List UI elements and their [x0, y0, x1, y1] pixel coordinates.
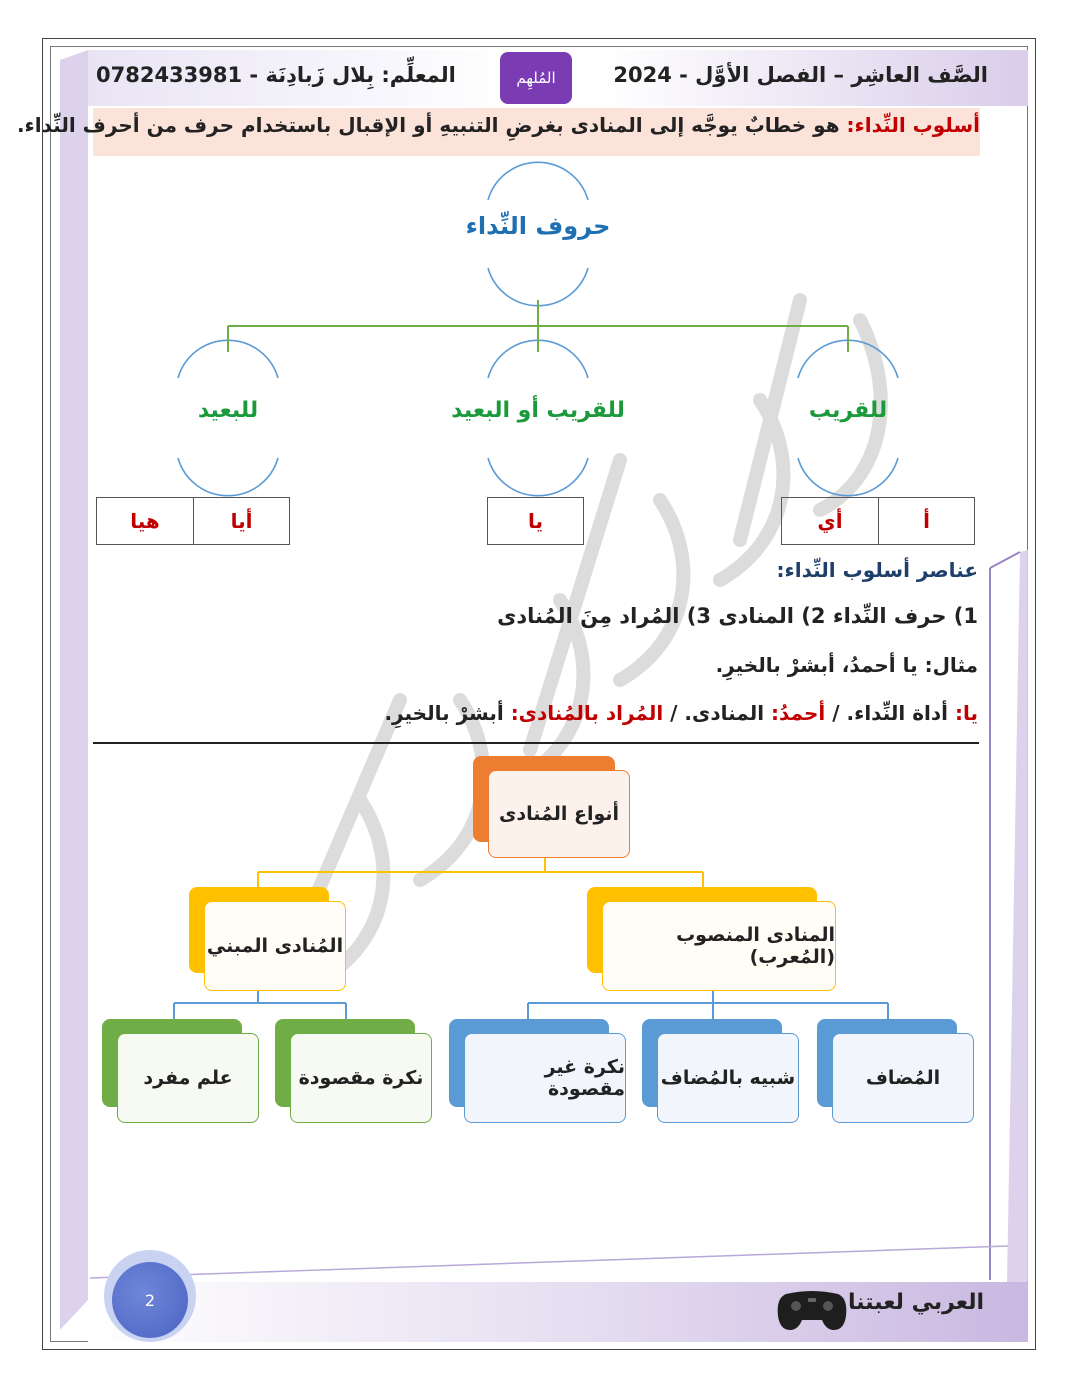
footer-brand: العربي لعبتنا	[848, 1290, 984, 1315]
branch-far: للبعيد	[197, 398, 259, 423]
elements-list: 1) حرف النِّداء 2) المنادى 3) المُراد مِنَ المُنادى	[497, 604, 978, 628]
parse-ya: يا:	[954, 701, 978, 725]
course-title: الصَّف العاشِر – الفصل الأوَّل - 2024	[613, 63, 988, 87]
tree2-root: أنواع المُنادى	[488, 770, 630, 858]
letter-ay: أي	[781, 497, 879, 545]
letter-ya: يا	[487, 497, 584, 545]
mabni-card: المُنادى المبني	[204, 901, 346, 991]
leaf-nakira-ghayr: نكرة غير مقصودة	[464, 1033, 626, 1123]
letter-aya: أيا	[193, 497, 290, 545]
tree1-root: حروف النِّداء	[465, 212, 611, 240]
leaf-mudaf: المُضاف	[832, 1033, 974, 1123]
letter-alef: أ	[878, 497, 975, 545]
parse-murad: المُراد بالمُنادى:	[510, 701, 664, 725]
letter-haya: هيا	[96, 497, 194, 545]
parse-ya-desc: أداة النِّداء. /	[825, 701, 955, 725]
leaf-shabih: شبيه بالمُضاف	[657, 1033, 799, 1123]
gamepad-icon	[776, 1286, 848, 1332]
teacher-info: المعلِّم: بِلال زَبادِنَة - 0782433981	[96, 63, 456, 87]
leaf-alam: علم مفرد	[117, 1033, 259, 1123]
definition-text: هو خطابٌ يوجَّه إلى المنادى بغرضِ التنبيهِ أو الإقبال باستخدام حرف من أحرف النِّداء.	[16, 113, 847, 137]
leaf-nakira: نكرة مقصودة	[290, 1033, 432, 1123]
page-number: 2	[112, 1262, 188, 1338]
elements-title: عناصر أسلوب النِّداء:	[776, 558, 978, 582]
branch-near: للقريب	[808, 398, 888, 423]
parse-murad-desc: أبشرْ بالخيرِ.	[384, 701, 511, 725]
definition-term: أسلوب النِّداء:	[846, 113, 980, 137]
logo: المُلهِم	[500, 52, 572, 104]
parse-ahmad: أحمدُ:	[771, 701, 826, 725]
parse-ahmad-desc: المنادى. /	[663, 701, 772, 725]
branch-near-or-far: للقريب أو البعيد	[451, 398, 625, 423]
mansub-card: المنادى المنصوب (المُعرب)	[602, 901, 836, 991]
example: مثال: يا أحمدُ، أبشرْ بالخيرِ.	[715, 653, 978, 677]
